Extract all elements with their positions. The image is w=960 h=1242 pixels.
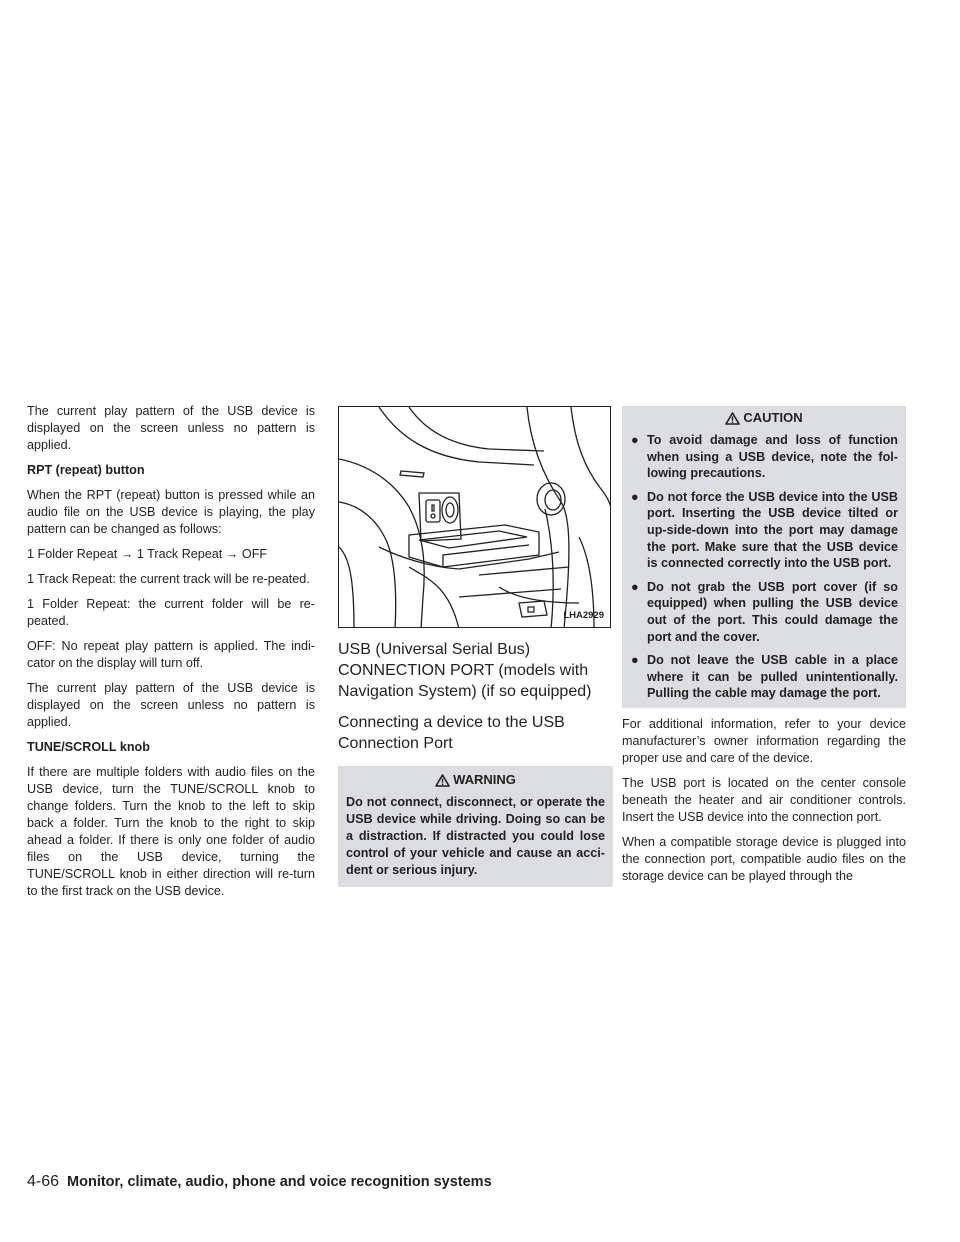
bullet-icon: ● (631, 653, 639, 668)
figure-label: LHA2929 (563, 610, 604, 621)
caution-item (630, 652, 898, 702)
subsection-heading: Connecting a device to the USB Connection Port (338, 714, 565, 752)
paragraph: The current play pattern of the USB device is displayed on the screen unless no pattern is applied. (27, 681, 315, 729)
page-footer (27, 1173, 492, 1191)
warning-text: Do not connect, disconnect, or operate the USB device while driving. Doing so can be a distraction. If distracted you could lose control of your vehicle and cause an acci-dent or serious injury. (346, 795, 605, 877)
paragraph: OFF: No repeat play pattern is applied. The indi-cator on the display will turn off. (27, 639, 315, 670)
right-column (622, 406, 906, 893)
bullet-icon: ● (631, 579, 639, 594)
caution-box (622, 406, 906, 708)
caution-item (630, 579, 898, 645)
caution-list (630, 432, 898, 702)
warning-header (346, 772, 605, 788)
paragraph: 1 Track Repeat: the current track will be re-peated. (27, 572, 310, 586)
bullet-icon: ● (631, 489, 639, 504)
caution-item (630, 489, 898, 572)
paragraph: When the RPT (repeat) button is pressed while an audio file on the USB device is playing, the play pattern can be changed as follows: (27, 488, 315, 536)
caution-item (630, 432, 898, 482)
caution-title: CAUTION (743, 410, 803, 425)
usb-port-illustration (338, 406, 611, 628)
section-heading: USB (Universal Serial Bus) CONNECTION PORT (models with Navigation System) (if so equipped) (338, 641, 592, 700)
paragraph: For additional information, refer to your device manufacturer’s owner information regarding the proper use and care of the device. (622, 716, 906, 765)
rpt-heading: RPT (repeat) button (27, 463, 145, 477)
paragraph: The USB port is located on the center console beneath the heater and air conditioner controls. Insert the USB device into the connection port. (622, 775, 906, 824)
caution-item-text: Do not grab the USB port cover (if so equipped) when pulling the USB device out of the port. This could damage the port and the cover. (647, 579, 898, 644)
caution-item-text: Do not leave the USB cable in a place where it can be pulled unintentionally. Pulling the cable may damage the port. (647, 653, 898, 701)
chapter-title: Monitor, climate, audio, phone and voice recognition systems (67, 1174, 492, 1190)
caution-item-text: To avoid damage and loss of function when using a USB device, note the fol-lowing precautions. (647, 433, 898, 481)
bullet-icon: ● (631, 433, 639, 447)
console-drawing (339, 407, 611, 628)
warning-box (338, 766, 613, 887)
paragraph: The current play pattern of the USB device is displayed on the screen unless no pattern is applied. (27, 404, 315, 452)
caution-header (630, 410, 898, 426)
warning-triangle-icon (725, 412, 740, 425)
left-column (27, 403, 315, 908)
tune-scroll-heading: TUNE/SCROLL knob (27, 740, 150, 754)
caution-item-text: Do not force the USB device into the USB port. Inserting the USB device tilted or up-side-down into the port may damage the port. Make sure that the USB device is connected correctly into the USB port. (647, 489, 898, 571)
paragraph: 1 Folder Repeat: the current folder will be re-peated. (27, 597, 315, 628)
warning-title: WARNING (453, 772, 516, 787)
warning-triangle-icon (435, 774, 450, 787)
paragraph: If there are multiple folders with audio files on the USB device, turn the TUNE/SCROLL knob to change folders. Turn the knob to the left to skip back a folder. Turn the knob to the right to skip ahead a folder. If there is only one folder of audio files on the USB device, turning the TUNE/SCROLL knob in either direction will re-turn to the first track on the USB device. (27, 765, 315, 898)
page-number: 4-66 (27, 1173, 60, 1190)
repeat-sequence: 1 Folder Repeat → 1 Track Repeat → OFF (27, 547, 268, 561)
paragraph: When a compatible storage device is plugged into the connection port, compatible audio files on the storage device can be played through the (622, 834, 906, 883)
middle-column (338, 406, 613, 887)
